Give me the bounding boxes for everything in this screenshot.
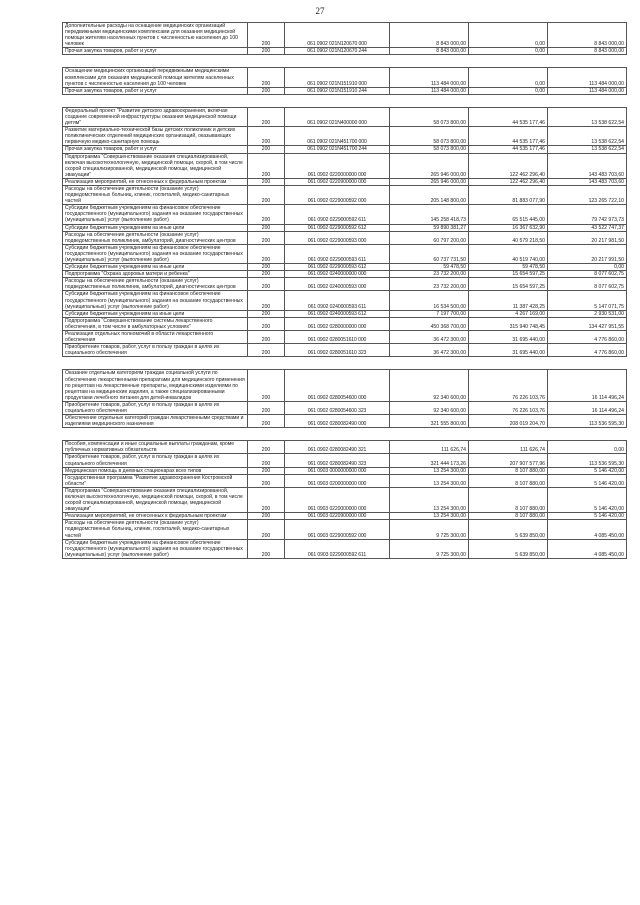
planned-amount-cell: 13 254 300,00 bbox=[390, 513, 469, 520]
planned-amount-cell: 59 478,50 bbox=[390, 264, 469, 271]
grbs-code-cell: 200 bbox=[248, 513, 285, 520]
remaining-amount-cell: 143 483 703,60 bbox=[548, 178, 627, 185]
expense-name-cell: Развитие материально-технической базы детских поликлиник и детских поликлинических отделений медицинских организаций, оказывающих первичную медико-санитарную помощь bbox=[63, 127, 248, 146]
remaining-amount-cell: 2 930 531,00 bbox=[548, 310, 627, 317]
executed-amount-cell: 315 940 748,45 bbox=[469, 317, 548, 330]
expense-name-cell: Медицинская помощь в дневных стационарах всех типов bbox=[63, 467, 248, 474]
table-row bbox=[63, 224, 627, 231]
planned-amount-cell: 58 073 800,00 bbox=[390, 146, 469, 153]
planned-amount-cell: 265 946 000,00 bbox=[390, 153, 469, 178]
grbs-code-cell: 200 bbox=[248, 87, 285, 94]
table-row bbox=[63, 205, 627, 224]
executed-amount-cell: 122 462 296,40 bbox=[469, 153, 548, 178]
planned-amount-cell: 58 073 800,00 bbox=[390, 127, 469, 146]
planned-amount-cell: 9 725 300,00 bbox=[390, 520, 469, 539]
remaining-amount-cell: 4 085 450,00 bbox=[548, 539, 627, 558]
remaining-amount-cell: 5 146 420,00 bbox=[548, 487, 627, 512]
spacer-cell bbox=[63, 428, 248, 441]
expense-name-cell: Оснащение медицинских организаций передвижными медицинскими комплексами для оказания медицинской помощи жителям населенных пунктов с численностью населения до 100 человек bbox=[63, 68, 248, 87]
table-row bbox=[63, 231, 627, 244]
classification-code-cell: 061 0902 0240000593 612 bbox=[285, 310, 390, 317]
grbs-code-cell: 200 bbox=[248, 127, 285, 146]
grbs-code-cell: 200 bbox=[248, 278, 285, 291]
remaining-amount-cell: 16 114 496,24 bbox=[548, 401, 627, 414]
remaining-amount-cell: 5 146 420,00 bbox=[548, 467, 627, 474]
table-row bbox=[63, 441, 627, 454]
expense-name-cell: Субсидии бюджетным учреждениям на финансовое обеспечение государственного (муниципального) задания на оказание государственных (муниципальных) услуг (выполнение работ) bbox=[63, 244, 248, 263]
remaining-amount-cell: 20 217 981,50 bbox=[548, 231, 627, 244]
remaining-amount-cell: 113 536 595,30 bbox=[548, 415, 627, 428]
grbs-code-cell: 200 bbox=[248, 153, 285, 178]
classification-code-cell: 061 0902 021N400000 000 bbox=[285, 107, 390, 126]
spacer-cell bbox=[390, 94, 469, 107]
grbs-code-cell: 200 bbox=[248, 68, 285, 87]
remaining-amount-cell: 4 776 860,00 bbox=[548, 344, 627, 357]
expense-name-cell: Оказание отдельным категориям граждан социальной услуги по обеспечению лекарственными препаратами для медицинского применения по рецептам на лекарственные препараты, медицинскими изделиями по рецептам на медицинские изделия, а также специализированными продуктами лечебного питания для детей-инвалидов bbox=[63, 370, 248, 401]
executed-amount-cell: 40 519 740,00 bbox=[469, 244, 548, 263]
planned-amount-cell: 113 484 000,00 bbox=[390, 87, 469, 94]
grbs-code-cell: 200 bbox=[248, 344, 285, 357]
classification-code-cell: 061 0902 0280051610 000 bbox=[285, 331, 390, 344]
spacer-cell bbox=[469, 94, 548, 107]
grbs-code-cell: 200 bbox=[248, 23, 285, 48]
grbs-code-cell: 200 bbox=[248, 185, 285, 204]
grbs-code-cell: 200 bbox=[248, 474, 285, 487]
classification-code-cell: 061 0902 0280054600 323 bbox=[285, 401, 390, 414]
classification-code-cell: 061 0902 0229000593 612 bbox=[285, 264, 390, 271]
table-row bbox=[63, 107, 627, 126]
spacer-row bbox=[63, 55, 627, 68]
classification-code-cell: 061 0903 0229000592 000 bbox=[285, 520, 390, 539]
grbs-code-cell: 200 bbox=[248, 264, 285, 271]
spacer-cell bbox=[548, 94, 627, 107]
executed-amount-cell: 11 387 428,25 bbox=[469, 291, 548, 310]
executed-amount-cell: 0,00 bbox=[469, 87, 548, 94]
classification-code-cell: 061 0902 021N120670 000 bbox=[285, 23, 390, 48]
remaining-amount-cell: 79 742 973,73 bbox=[548, 205, 627, 224]
table-row bbox=[63, 271, 627, 278]
spacer-cell bbox=[63, 55, 248, 68]
grbs-code-cell: 200 bbox=[248, 539, 285, 558]
expense-name-cell: Субсидии бюджетным учреждениям на иные цели bbox=[63, 264, 248, 271]
classification-code-cell: 061 0902 0240000000 000 bbox=[285, 271, 390, 278]
spacer-cell bbox=[63, 357, 248, 370]
planned-amount-cell: 450 368 700,00 bbox=[390, 317, 469, 330]
spacer-cell bbox=[248, 428, 285, 441]
planned-amount-cell: 8 843 000,00 bbox=[390, 48, 469, 55]
grbs-code-cell: 200 bbox=[248, 467, 285, 474]
planned-amount-cell: 205 148 800,00 bbox=[390, 185, 469, 204]
table-row bbox=[63, 87, 627, 94]
expense-name-cell: Подпрограмма "Охрана здоровья матери и ребенка" bbox=[63, 271, 248, 278]
spacer-cell bbox=[548, 428, 627, 441]
expense-name-cell: Дополнительные расходы на оснащение медицинских организаций передвижными медицинскими комплексами для оказания медицинской помощи жителям населенных пунктов с численностью населения до 100 человек bbox=[63, 23, 248, 48]
planned-amount-cell: 58 073 800,00 bbox=[390, 107, 469, 126]
expense-name-cell: Подпрограмма "Совершенствование системы лекарственного обеспечения, в том числе в амбулаторных условиях" bbox=[63, 317, 248, 330]
table-row bbox=[63, 48, 627, 55]
planned-amount-cell: 145 258 418,73 bbox=[390, 205, 469, 224]
classification-code-cell: 061 0902 0229000592 612 bbox=[285, 224, 390, 231]
classification-code-cell: 061 0902 0229000593 611 bbox=[285, 244, 390, 263]
executed-amount-cell: 44 535 177,46 bbox=[469, 127, 548, 146]
expense-name-cell: Реализация мероприятий, не отнесенных к федеральным проектам bbox=[63, 513, 248, 520]
spacer-cell bbox=[63, 94, 248, 107]
executed-amount-cell: 76 226 103,76 bbox=[469, 370, 548, 401]
grbs-code-cell: 200 bbox=[248, 415, 285, 428]
remaining-amount-cell: 43 522 747,37 bbox=[548, 224, 627, 231]
remaining-amount-cell: 123 265 722,10 bbox=[548, 185, 627, 204]
spacer-row bbox=[63, 428, 627, 441]
expense-name-cell: Реализация отдельных полномочий в области лекарственного обеспечения bbox=[63, 331, 248, 344]
classification-code-cell: 061 0903 0200000000 000 bbox=[285, 474, 390, 487]
executed-amount-cell: 122 462 296,40 bbox=[469, 178, 548, 185]
grbs-code-cell: 200 bbox=[248, 107, 285, 126]
grbs-code-cell: 200 bbox=[248, 231, 285, 244]
spacer-cell bbox=[285, 357, 390, 370]
spacer-cell bbox=[285, 428, 390, 441]
expense-name-cell: Государственная программа "Развитие здравоохранения Костромской области" bbox=[63, 474, 248, 487]
spacer-cell bbox=[390, 357, 469, 370]
remaining-amount-cell: 8 843 000,00 bbox=[548, 23, 627, 48]
spacer-cell bbox=[469, 55, 548, 68]
remaining-amount-cell: 113 536 595,30 bbox=[548, 454, 627, 467]
classification-code-cell: 061 0902 0220000000 000 bbox=[285, 153, 390, 178]
classification-code-cell: 061 0903 0220900000 000 bbox=[285, 513, 390, 520]
grbs-code-cell: 200 bbox=[248, 454, 285, 467]
remaining-amount-cell: 143 483 703,60 bbox=[548, 153, 627, 178]
planned-amount-cell: 16 534 500,00 bbox=[390, 291, 469, 310]
table-row bbox=[63, 454, 627, 467]
executed-amount-cell: 0,00 bbox=[469, 23, 548, 48]
classification-code-cell: 061 0902 021N151910 244 bbox=[285, 87, 390, 94]
table-row bbox=[63, 331, 627, 344]
grbs-code-cell: 200 bbox=[248, 271, 285, 278]
budget-execution-table bbox=[62, 22, 627, 559]
classification-code-cell: 061 0902 0280082490 321 bbox=[285, 441, 390, 454]
spacer-row bbox=[63, 357, 627, 370]
grbs-code-cell: 200 bbox=[248, 48, 285, 55]
remaining-amount-cell: 0,00 bbox=[548, 441, 627, 454]
expense-name-cell: Субсидии бюджетным учреждениям на финансовое обеспечение государственного (муниципального) задания на оказание государственных (муниципальных) услуг (выполнение работ) bbox=[63, 205, 248, 224]
classification-code-cell: 061 0902 0229000592 000 bbox=[285, 185, 390, 204]
remaining-amount-cell: 0,00 bbox=[548, 264, 627, 271]
remaining-amount-cell: 13 538 622,54 bbox=[548, 146, 627, 153]
classification-code-cell: 061 0902 021N451700 000 bbox=[285, 127, 390, 146]
executed-amount-cell: 8 107 880,00 bbox=[469, 487, 548, 512]
remaining-amount-cell: 13 538 622,54 bbox=[548, 107, 627, 126]
executed-amount-cell: 15 654 597,25 bbox=[469, 278, 548, 291]
executed-amount-cell: 0,00 bbox=[469, 68, 548, 87]
table-row bbox=[63, 513, 627, 520]
grbs-code-cell: 200 bbox=[248, 370, 285, 401]
planned-amount-cell: 113 484 000,00 bbox=[390, 68, 469, 87]
expense-name-cell: Расходы на обеспечение деятельности (оказание услуг) подведомственных поликлиник, амбулаторий, диагностических центров bbox=[63, 278, 248, 291]
expense-name-cell: Субсидии бюджетным учреждениям на иные цели bbox=[63, 224, 248, 231]
expense-name-cell: Приобретение товаров, работ, услуг в пользу граждан в целях их социального обеспечения bbox=[63, 344, 248, 357]
remaining-amount-cell: 16 114 496,24 bbox=[548, 370, 627, 401]
table-row bbox=[63, 401, 627, 414]
planned-amount-cell: 36 472 300,00 bbox=[390, 331, 469, 344]
expense-name-cell: Расходы на обеспечение деятельности (оказание услуг) подведомственных больниц, клиник, госпиталей, медико-санитарных частей bbox=[63, 185, 248, 204]
remaining-amount-cell: 5 147 071,75 bbox=[548, 291, 627, 310]
remaining-amount-cell: 5 146 420,00 bbox=[548, 474, 627, 487]
planned-amount-cell: 23 732 200,00 bbox=[390, 271, 469, 278]
table-row bbox=[63, 474, 627, 487]
spacer-cell bbox=[548, 55, 627, 68]
table-row bbox=[63, 178, 627, 185]
classification-code-cell: 061 0902 0280082490 000 bbox=[285, 415, 390, 428]
remaining-amount-cell: 113 484 000,00 bbox=[548, 68, 627, 87]
executed-amount-cell: 31 695 440,00 bbox=[469, 331, 548, 344]
planned-amount-cell: 13 254 300,00 bbox=[390, 467, 469, 474]
classification-code-cell: 061 0902 021N451700 244 bbox=[285, 146, 390, 153]
executed-amount-cell: 4 267 169,00 bbox=[469, 310, 548, 317]
table-row bbox=[63, 487, 627, 512]
executed-amount-cell: 81 883 077,90 bbox=[469, 185, 548, 204]
remaining-amount-cell: 5 146 420,00 bbox=[548, 513, 627, 520]
remaining-amount-cell: 20 217 991,50 bbox=[548, 244, 627, 263]
remaining-amount-cell: 113 484 000,00 bbox=[548, 87, 627, 94]
table-row bbox=[63, 264, 627, 271]
table-row bbox=[63, 185, 627, 204]
planned-amount-cell: 321 555 800,00 bbox=[390, 415, 469, 428]
spacer-cell bbox=[390, 55, 469, 68]
classification-code-cell: 061 0903 0000000000 000 bbox=[285, 467, 390, 474]
table-row bbox=[63, 370, 627, 401]
expense-name-cell: Прочая закупка товаров, работ и услуг bbox=[63, 146, 248, 153]
grbs-code-cell: 200 bbox=[248, 244, 285, 263]
grbs-code-cell: 200 bbox=[248, 224, 285, 231]
table-row bbox=[63, 278, 627, 291]
classification-code-cell: 061 0902 0280000000 000 bbox=[285, 317, 390, 330]
classification-code-cell: 061 0902 021N120670 244 bbox=[285, 48, 390, 55]
classification-code-cell: 061 0903 0229000592 611 bbox=[285, 539, 390, 558]
classification-code-cell: 061 0902 021N151910 000 bbox=[285, 68, 390, 87]
remaining-amount-cell: 4 776 860,00 bbox=[548, 331, 627, 344]
expense-name-cell: Подпрограмма "Совершенствование оказания специализированной, включая высокотехнологичную, медицинской помощи, скорой, в том числе скорой специализированной, медицинской помощи, медицинской эвакуации" bbox=[63, 487, 248, 512]
executed-amount-cell: 65 515 445,00 bbox=[469, 205, 548, 224]
expense-name-cell: Прочая закупка товаров, работ и услуг bbox=[63, 48, 248, 55]
grbs-code-cell: 200 bbox=[248, 441, 285, 454]
expense-name-cell: Подпрограмма "Совершенствование оказания специализированной, включая высокотехнологичную, медицинской помощи, скорой, в том числе скорой специализированной, медицинской помощи, медицинской эвакуации" bbox=[63, 153, 248, 178]
executed-amount-cell: 31 695 440,00 bbox=[469, 344, 548, 357]
table-row bbox=[63, 68, 627, 87]
expense-name-cell: Субсидии бюджетным учреждениям на иные цели bbox=[63, 310, 248, 317]
spacer-cell bbox=[248, 357, 285, 370]
remaining-amount-cell: 8 077 602,75 bbox=[548, 271, 627, 278]
expense-name-cell: Прочая закупка товаров, работ и услуг bbox=[63, 87, 248, 94]
executed-amount-cell: 16 367 632,90 bbox=[469, 224, 548, 231]
classification-code-cell: 061 0902 0229000593 000 bbox=[285, 231, 390, 244]
classification-code-cell: 061 0902 0220900000 000 bbox=[285, 178, 390, 185]
table-row bbox=[63, 415, 627, 428]
table-row bbox=[63, 291, 627, 310]
grbs-code-cell: 200 bbox=[248, 317, 285, 330]
grbs-code-cell: 200 bbox=[248, 520, 285, 539]
executed-amount-cell: 5 639 850,00 bbox=[469, 520, 548, 539]
planned-amount-cell: 60 737 731,50 bbox=[390, 244, 469, 263]
executed-amount-cell: 8 107 880,00 bbox=[469, 467, 548, 474]
grbs-code-cell: 200 bbox=[248, 401, 285, 414]
grbs-code-cell: 200 bbox=[248, 178, 285, 185]
classification-code-cell: 061 0902 0229000592 611 bbox=[285, 205, 390, 224]
table-row bbox=[63, 467, 627, 474]
planned-amount-cell: 23 732 200,00 bbox=[390, 278, 469, 291]
table-row bbox=[63, 344, 627, 357]
spacer-cell bbox=[248, 55, 285, 68]
table-row bbox=[63, 317, 627, 330]
planned-amount-cell: 7 197 700,00 bbox=[390, 310, 469, 317]
spacer-cell bbox=[469, 357, 548, 370]
spacer-cell bbox=[469, 428, 548, 441]
planned-amount-cell: 321 444 173,26 bbox=[390, 454, 469, 467]
executed-amount-cell: 15 654 597,25 bbox=[469, 271, 548, 278]
remaining-amount-cell: 13 538 622,54 bbox=[548, 127, 627, 146]
executed-amount-cell: 40 579 218,50 bbox=[469, 231, 548, 244]
classification-code-cell: 061 0902 0280051610 323 bbox=[285, 344, 390, 357]
executed-amount-cell: 8 107 880,00 bbox=[469, 474, 548, 487]
spacer-cell bbox=[390, 428, 469, 441]
expense-name-cell: Пособия, компенсации и иные социальные выплаты гражданам, кроме публичных нормативных обязательств bbox=[63, 441, 248, 454]
executed-amount-cell: 111 626,74 bbox=[469, 441, 548, 454]
spacer-cell bbox=[285, 94, 390, 107]
planned-amount-cell: 111 626,74 bbox=[390, 441, 469, 454]
executed-amount-cell: 8 107 880,00 bbox=[469, 513, 548, 520]
planned-amount-cell: 59 890 381,27 bbox=[390, 224, 469, 231]
spacer-cell bbox=[285, 55, 390, 68]
table-row bbox=[63, 244, 627, 263]
table-row bbox=[63, 153, 627, 178]
planned-amount-cell: 92 340 600,00 bbox=[390, 370, 469, 401]
budget-execution-table-sheet bbox=[62, 22, 624, 898]
remaining-amount-cell: 8 077 602,75 bbox=[548, 278, 627, 291]
spacer-cell bbox=[248, 94, 285, 107]
executed-amount-cell: 44 535 177,46 bbox=[469, 107, 548, 126]
grbs-code-cell: 200 bbox=[248, 487, 285, 512]
table-row bbox=[63, 520, 627, 539]
classification-code-cell: 061 0902 0240000593 611 bbox=[285, 291, 390, 310]
expense-name-cell: Приобретение товаров, работ, услуг в пользу граждан в целях их социального обеспечения bbox=[63, 401, 248, 414]
page-number: 27 bbox=[315, 6, 325, 16]
planned-amount-cell: 8 843 000,00 bbox=[390, 23, 469, 48]
expense-name-cell: Приобретение товаров, работ, услуг в пользу граждан в целях их социального обеспечения bbox=[63, 454, 248, 467]
table-row bbox=[63, 127, 627, 146]
classification-code-cell: 061 0902 0280054600 000 bbox=[285, 370, 390, 401]
expense-name-cell: Субсидии бюджетным учреждениям на финансовое обеспечение государственного (муниципального) задания на оказание государственных (муниципальных) услуг (выполнение работ) bbox=[63, 291, 248, 310]
grbs-code-cell: 200 bbox=[248, 331, 285, 344]
table-row bbox=[63, 310, 627, 317]
grbs-code-cell: 200 bbox=[248, 310, 285, 317]
executed-amount-cell: 207 907 577,96 bbox=[469, 454, 548, 467]
budget-rows bbox=[63, 23, 627, 559]
planned-amount-cell: 60 797 200,00 bbox=[390, 231, 469, 244]
classification-code-cell: 061 0902 0240000593 000 bbox=[285, 278, 390, 291]
grbs-code-cell: 200 bbox=[248, 205, 285, 224]
table-row bbox=[63, 146, 627, 153]
classification-code-cell: 061 0902 0280082490 323 bbox=[285, 454, 390, 467]
expense-name-cell: Расходы на обеспечение деятельности (оказание услуг) подведомственных больниц, клиник, госпиталей, медико-санитарных частей bbox=[63, 520, 248, 539]
expense-name-cell: Реализация мероприятий, не отнесенных к федеральным проектам bbox=[63, 178, 248, 185]
spacer-row bbox=[63, 94, 627, 107]
remaining-amount-cell: 8 843 000,00 bbox=[548, 48, 627, 55]
expense-name-cell: Федеральный проект "Развитие детского здравоохранения, включая создание современной инфраструктуры оказания медицинской помощи детям" bbox=[63, 107, 248, 126]
planned-amount-cell: 92 340 600,00 bbox=[390, 401, 469, 414]
expense-name-cell: Расходы на обеспечение деятельности (оказание услуг) подведомственных поликлиник, амбулаторий, диагностических центров bbox=[63, 231, 248, 244]
executed-amount-cell: 208 019 204,70 bbox=[469, 415, 548, 428]
table-row bbox=[63, 23, 627, 48]
planned-amount-cell: 13 254 300,00 bbox=[390, 487, 469, 512]
spacer-cell bbox=[548, 357, 627, 370]
classification-code-cell: 061 0903 0220000000 000 bbox=[285, 487, 390, 512]
planned-amount-cell: 36 472 300,00 bbox=[390, 344, 469, 357]
planned-amount-cell: 13 254 300,00 bbox=[390, 474, 469, 487]
executed-amount-cell: 44 535 177,46 bbox=[469, 146, 548, 153]
expense-name-cell: Обеспечение отдельных категорий граждан лекарственными средствами и изделиями медицинского назначения bbox=[63, 415, 248, 428]
planned-amount-cell: 9 725 300,00 bbox=[390, 539, 469, 558]
executed-amount-cell: 5 639 850,00 bbox=[469, 539, 548, 558]
executed-amount-cell: 59 478,50 bbox=[469, 264, 548, 271]
table-row bbox=[63, 539, 627, 558]
remaining-amount-cell: 134 427 951,55 bbox=[548, 317, 627, 330]
executed-amount-cell: 76 226 103,76 bbox=[469, 401, 548, 414]
expense-name-cell: Субсидии бюджетным учреждениям на финансовое обеспечение государственного (муниципального) задания на оказание государственных (муниципальных) услуг (выполнение работ) bbox=[63, 539, 248, 558]
grbs-code-cell: 200 bbox=[248, 146, 285, 153]
executed-amount-cell: 0,00 bbox=[469, 48, 548, 55]
remaining-amount-cell: 4 085 450,00 bbox=[548, 520, 627, 539]
planned-amount-cell: 265 946 000,00 bbox=[390, 178, 469, 185]
grbs-code-cell: 200 bbox=[248, 291, 285, 310]
